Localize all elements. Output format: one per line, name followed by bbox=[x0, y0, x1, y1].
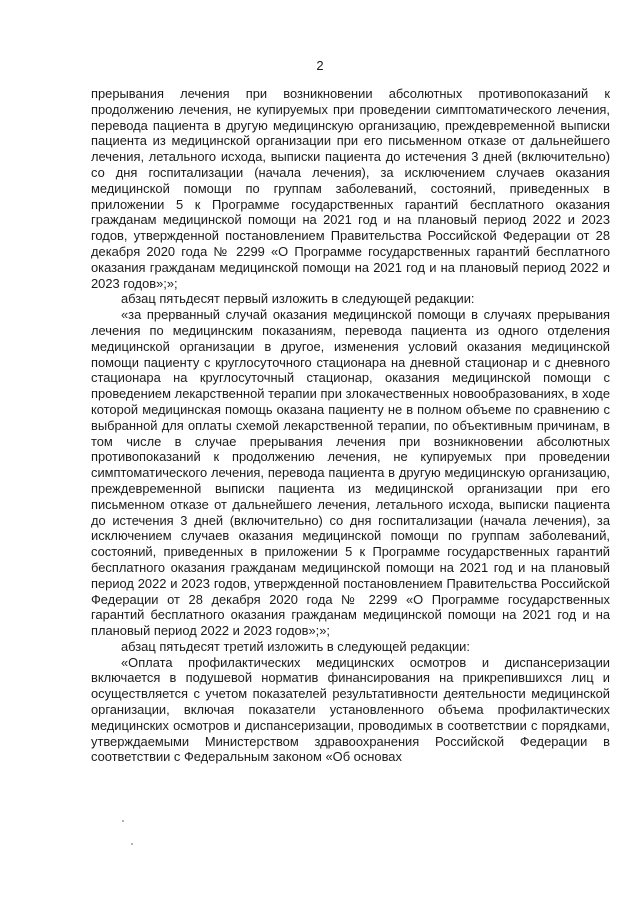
scan-speck bbox=[122, 820, 124, 822]
paragraph-instruction-51: абзац пятьдесят первый изложить в следующей редакции: bbox=[121, 291, 475, 307]
scan-speck bbox=[131, 843, 133, 845]
paragraph-instruction-53: абзац пятьдесят третий изложить в следующей редакции: bbox=[121, 638, 470, 654]
document-body bbox=[91, 86, 610, 765]
paragraph-amendment-51: «за прерванный случай оказания медицинской помощи в случаях прерывания лечения по медицинским показаниям, перевода пациента из одного отделения медицинской организации в другое, изменения условий оказания медицинской помощи пациенту с круглосуточного стационара на дневной стационар и с дневного стационара на круглосуточный стационар, оказания медицинской помощи с проведением лекарственной терапии при злокачественных новообразованиях, в ходе которой медицинская помощь оказана пациенту не в полном объеме по сравнению с выбранной для оплаты схемой лекарственной терапии, по объективным причинам, в том числе в случае прерывания лечения при возникновении абсолютных противопоказаний к продолжению лечения, не купируемых при проведении симптоматического лечения, перевода пациента в другую медицинскую организацию, преждевременной выписки пациента из медицинской организации при его письменном отказе от дальнейшего лечения, летального исхода, выписки пациента до истечения 3 дней (включительно) со дня госпитализации (начала лечения), за исключением случаев оказания медицинской помощи по группам заболеваний, состояний, приведенных в приложении 5 к Программе государственных гарантий бесплатного оказания гражданам медицинской помощи на 2021 год и на плановый период 2022 и 2023 годов, утвержденной постановлением Правительства Российской Федерации от 28 декабря 2020 года № 2299 «О Программе государственных гарантий бесплатного оказания гражданам медицинской помощи на 2021 год и на плановый период 2022 и 2023 годов»;»; bbox=[91, 307, 610, 639]
page-number: 2 bbox=[316, 58, 324, 73]
paragraph-continuation: прерывания лечения при возникновении абсолютных противопоказаний к продолжению лечения, не купируемых при проведении симптоматического лечения, перевода пациента в другую медицинскую организацию, преждевременной выписки пациента из медицинской организации при его письменном отказе от дальнейшего лечения, летального исхода, выписки пациента до истечения 3 дней (включительно) со дня госпитализации (начала лечения), за исключением случаев оказания медицинской помощи по группам заболеваний, состояний, приведенных в приложении 5 к Программе государственных гарантий бесплатного оказания гражданам медицинской помощи на 2021 год и на плановый период 2022 и 2023 годов, утвержденной постановлением Правительства Российской Федерации от 28 декабря 2020 года № 2299 «О Программе государственных гарантий бесплатного оказания гражданам медицинской помощи на 2021 год и на плановый период 2022 и 2023 годов»;»; bbox=[91, 86, 610, 291]
paragraph-amendment-53: «Оплата профилактических медицинских осмотров и диспансеризации включается в подушевой норматив финансирования на прикрепившихся лиц и осуществляется с учетом показателей результативности деятельности медицинской организации, включая показатели установленного объема профилактических медицинских осмотров и диспансеризации, проводимых в соответствии с порядками, утверждаемыми Министерством здравоохранения Российской Федерации в соответствии с Федеральным законом «Об основах bbox=[91, 654, 610, 765]
